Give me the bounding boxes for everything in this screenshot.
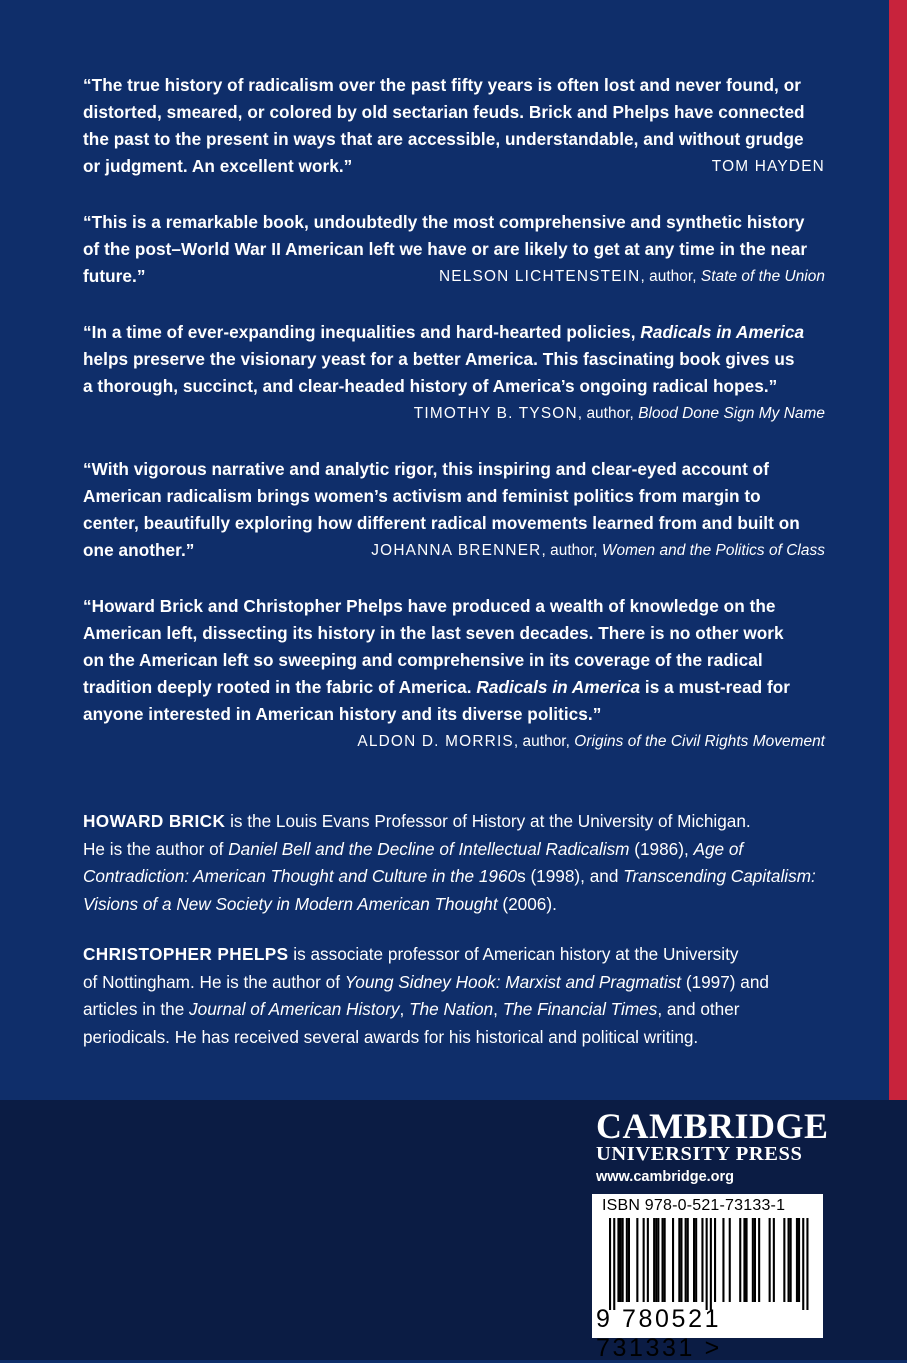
barcode-digits: 9 780521 731331 > — [596, 1305, 722, 1362]
bio-text: (1997) and — [681, 971, 769, 992]
attribution-book: Women and the Politics of Class — [601, 542, 825, 559]
attribution-role: , author, — [513, 733, 575, 750]
barcode-bar — [687, 1218, 689, 1302]
bio-book-title: Journal of American History — [189, 999, 400, 1019]
bio-text: , — [493, 999, 503, 1019]
barcode-bar — [628, 1218, 630, 1302]
blurb-book-title: Radicals in America — [476, 677, 641, 697]
barcode-icon — [600, 1218, 814, 1310]
attribution — [83, 728, 825, 755]
blurb-text — [83, 209, 825, 290]
barcode-bar — [790, 1218, 792, 1302]
bio-book-title: The Financial Times — [502, 999, 658, 1019]
barcode-bar — [613, 1218, 615, 1310]
barcode-bar — [653, 1218, 655, 1302]
attribution-book: Blood Done Sign My Name — [638, 405, 825, 422]
bio-text: is the Louis Evans Professor of History at the University of Michigan. — [225, 811, 751, 831]
blurb-line: center, beautifully exploring how different radical movements learned from and built on — [83, 513, 800, 533]
barcode-bar — [680, 1218, 682, 1302]
bio-text: s (1998), and — [517, 866, 624, 886]
barcode-bar — [773, 1218, 775, 1302]
bio-brick — [83, 808, 825, 918]
barcode-bar — [802, 1218, 804, 1310]
blurb-line: “The true history of radicalism over the past fifty years is often lost and never found, or — [83, 75, 801, 95]
blurb-line-part: “In a time of ever-expanding inequalities and hard-hearted policies, — [83, 322, 641, 342]
blurb-line: or judgment. An excellent work.” — [83, 156, 353, 176]
blurb-last-line — [83, 263, 825, 290]
blurb-line: American left, dissecting its history in the last seven decades. There is no other work — [83, 623, 784, 643]
blurb-last-line — [83, 153, 825, 180]
publisher-url: www.cambridge.org — [596, 1169, 735, 1185]
attribution-name: ALDON D. MORRIS — [357, 733, 514, 750]
attribution — [83, 400, 825, 427]
author-name: CHRISTOPHER PHELPS — [83, 944, 289, 964]
blurb-line: “Howard Brick and Christopher Phelps have produced a wealth of knowledge on the — [83, 596, 776, 616]
bio-text: (2006). — [497, 893, 557, 914]
blurb-brenner — [83, 456, 825, 564]
attribution — [439, 263, 825, 290]
attribution-role: , author, — [577, 405, 639, 422]
attribution-name: TOM HAYDEN — [711, 158, 825, 175]
blurb-line: of the post–World War II American left we have or are likely to get at any time in the near — [83, 239, 808, 259]
blurb-line: “This is a remarkable book, undoubtedly the most comprehensive and synthetic history — [83, 212, 805, 232]
bio-text: articles in the — [83, 999, 190, 1019]
publisher-subname: UNIVERSITY PRESS — [596, 1143, 803, 1165]
attribution-name: TIMOTHY B. TYSON — [413, 405, 578, 422]
barcode-bar — [746, 1218, 748, 1302]
blurb-morris — [83, 593, 825, 755]
blurb-line: American radicalism brings women’s activism and feminist politics from margin to — [83, 486, 761, 506]
blurb-text — [83, 72, 825, 180]
bio-text: is associate professor of American history at the University — [288, 944, 739, 964]
bio-text: , — [399, 999, 410, 1019]
red-edge-stripe — [889, 0, 907, 1100]
barcode-bar — [729, 1218, 731, 1302]
blurb-line: the past to the present in ways that are accessible, understandable, and without grudge — [83, 129, 804, 149]
blurb-text — [83, 593, 825, 755]
attribution-role: , author, — [541, 542, 602, 559]
blurb-text — [83, 319, 825, 427]
barcode-bar — [714, 1218, 716, 1302]
barcode-bar — [609, 1218, 611, 1310]
bio-book-title: Daniel Bell and the Decline of Intellectual Radicalism — [228, 838, 630, 859]
barcode-bar — [657, 1218, 659, 1302]
barcode-bar — [672, 1218, 674, 1302]
bio-book-title: Young Sidney Hook: Marxist and Pragmatist — [344, 971, 682, 992]
blurb-text — [83, 456, 825, 564]
endorsements — [83, 72, 825, 784]
isbn-label: ISBN 978-0-521-73133-1 — [602, 1197, 786, 1214]
publisher-name: CAMBRIDGE — [596, 1106, 829, 1146]
barcode-bar — [662, 1218, 664, 1302]
blurb-hayden — [83, 72, 825, 180]
blurb-line: helps preserve the visionary yeast for a better America. This fascinating book gives us — [83, 349, 795, 369]
barcode-bar — [626, 1218, 628, 1302]
author-name: HOWARD BRICK — [83, 811, 226, 831]
bio-book-title: Age of Contradiction: American Thought and Culture in the 1960 — [83, 838, 744, 886]
barcode-bar — [783, 1218, 785, 1302]
bio-book-title: Transcending Capitalism: Visions of a New Society in Modern American Thought — [83, 866, 816, 914]
barcode-bar — [769, 1218, 771, 1302]
isbn-barcode — [592, 1194, 823, 1362]
bio-phelps — [83, 941, 825, 1051]
barcode-bar — [622, 1218, 624, 1302]
barcode-bar — [647, 1218, 649, 1302]
blurb-line — [83, 674, 825, 701]
barcode-bar — [722, 1218, 724, 1302]
blurb-line-part: is a must-read for — [640, 677, 791, 697]
blurb-line: distorted, smeared, or colored by old sectarian feuds. Brick and Phelps have connected — [83, 102, 805, 122]
blurb-lichtenstein — [83, 209, 825, 290]
blurb-line: a thorough, succinct, and clear-headed history of America’s ongoing radical hopes.” — [83, 376, 778, 396]
barcode-bar — [706, 1218, 708, 1310]
bio-text: He is the author of — [83, 838, 229, 859]
blurb-book-title: Radicals in America — [640, 322, 805, 342]
barcode-bar — [743, 1218, 745, 1302]
blurb-last-line — [83, 537, 825, 564]
barcode-bar — [806, 1218, 808, 1310]
bio-text: (1986), — [629, 838, 694, 859]
attribution — [712, 153, 825, 180]
barcode-bar — [788, 1218, 790, 1302]
barcode-bar — [739, 1218, 741, 1302]
barcode-bar — [701, 1218, 703, 1302]
blurb-line — [83, 319, 825, 346]
blurb-line: on the American left so sweeping and comprehensive in its coverage of the radical — [83, 650, 763, 670]
barcode-bar — [796, 1218, 798, 1302]
bio-text: periodicals. He has received several awards for his historical and political writing. — [83, 1026, 699, 1047]
attribution-book: State of the Union — [700, 268, 825, 285]
barcode-bar — [664, 1218, 666, 1302]
barcode-bar — [695, 1218, 697, 1302]
barcode-bar — [693, 1218, 695, 1302]
author-bios — [83, 808, 825, 1074]
barcode-bar — [643, 1218, 645, 1302]
barcode-bar — [678, 1218, 680, 1302]
blurb-line: anyone interested in American history and its diverse politics.” — [83, 704, 602, 724]
bio-book-title: The Nation — [409, 999, 494, 1019]
barcode-bar — [754, 1218, 756, 1302]
publisher-logo — [596, 1106, 829, 1187]
blurb-line: one another.” — [83, 540, 195, 560]
barcode-bar — [752, 1218, 754, 1302]
barcode-bar — [685, 1218, 687, 1302]
blurb-line: future.” — [83, 266, 146, 286]
bio-text: of Nottingham. He is the author of — [83, 971, 345, 992]
barcode-bar — [798, 1218, 800, 1302]
barcode-bar — [617, 1218, 619, 1302]
attribution-role: , author, — [640, 268, 701, 285]
attribution-book: Origins of the Civil Rights Movement — [574, 733, 825, 750]
attribution-name: NELSON LICHTENSTEIN — [438, 268, 641, 285]
barcode-bar — [655, 1218, 657, 1302]
bio-text: , and other — [657, 999, 740, 1019]
attribution — [371, 537, 825, 564]
attribution-name: JOHANNA BRENNER — [371, 542, 542, 559]
barcode-bar — [620, 1218, 622, 1302]
blurb-line: “With vigorous narrative and analytic rigor, this inspiring and clear-eyed account of — [83, 459, 770, 479]
blurb-line-part: tradition deeply rooted in the fabric of America. — [83, 677, 477, 697]
barcode-bar — [710, 1218, 712, 1310]
barcode-bar — [636, 1218, 638, 1302]
blurb-tyson — [83, 319, 825, 427]
barcode-bar — [758, 1218, 760, 1302]
